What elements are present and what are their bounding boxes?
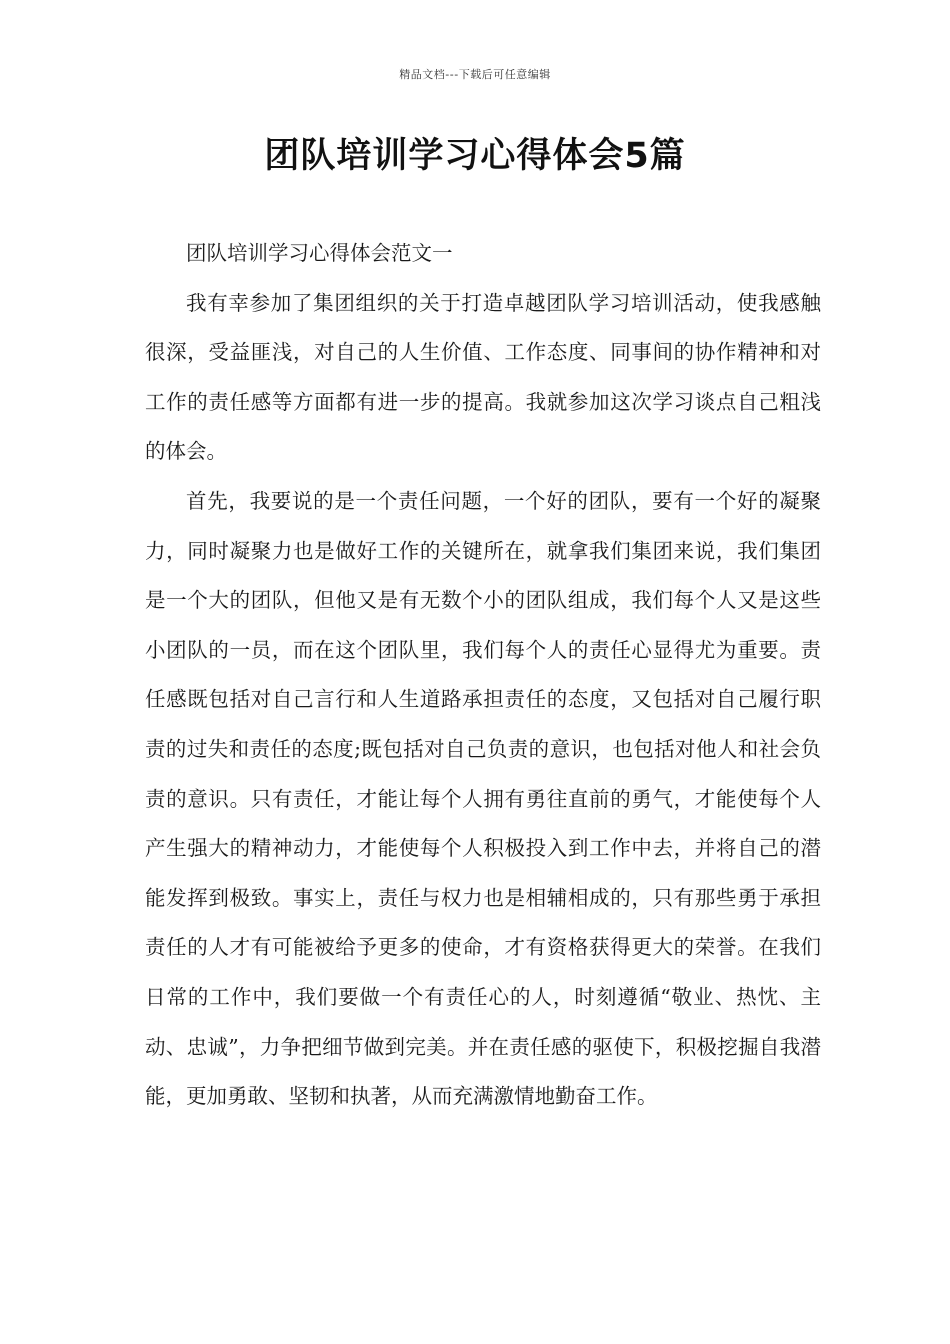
document-title: 团队培训学习心得体会5篇 [264, 136, 686, 176]
document-body [145, 229, 821, 1122]
paragraph-2: 首先，我要说的是一个责任问题，一个好的团队，要有一个好的凝聚力，同时凝聚力也是做好工作的关键所在，就拿我们集团来说，我们集团是一个大的团队，但他又是有无数个小的团队组成，我们每个人又是这些小团队的一员，而在这个团队里，我们每个人的责任心显得尤为重要。责任感既包括对自己言行和人生道路承担责任的态度，又包括对自己履行职责的过失和责任的态度;既包括对自己负责的意识，也包括对他人和社会负责的意识。只有责任，才能让每个人拥有勇往直前的勇气，才能使每个人产生强大的精神动力，才能使每个人积极投入到工作中去，并将自己的潜能发挥到极致。事实上，责任与权力也是相辅相成的，只有那些勇于承担责任的人才有可能被给予更多的使命，才有资格获得更大的荣誉。在我们日常的工作中，我们要做一个有责任心的人，时刻遵循“敬业、热忱、主动、忠诚”，力争把细节做到完美。并在责任感的驱使下，积极挖掘自我潜能，更加勇敢、坚韧和执著，从而充满激情地勤奋工作。 [145, 488, 821, 1109]
section-subheading: 团队培训学习心得体会范文一 [186, 241, 453, 265]
header-note: 精品文档---下载后可任意编辑 [399, 68, 551, 81]
paragraph-1: 我有幸参加了集团组织的关于打造卓越团队学习培训活动，使我感触很深，受益匪浅，对自己的人生价值、工作态度、同事间的协作精神和对工作的责任感等方面都有进一步的提高。我就参加这次学习谈点自己粗浅的体会。 [145, 290, 821, 464]
